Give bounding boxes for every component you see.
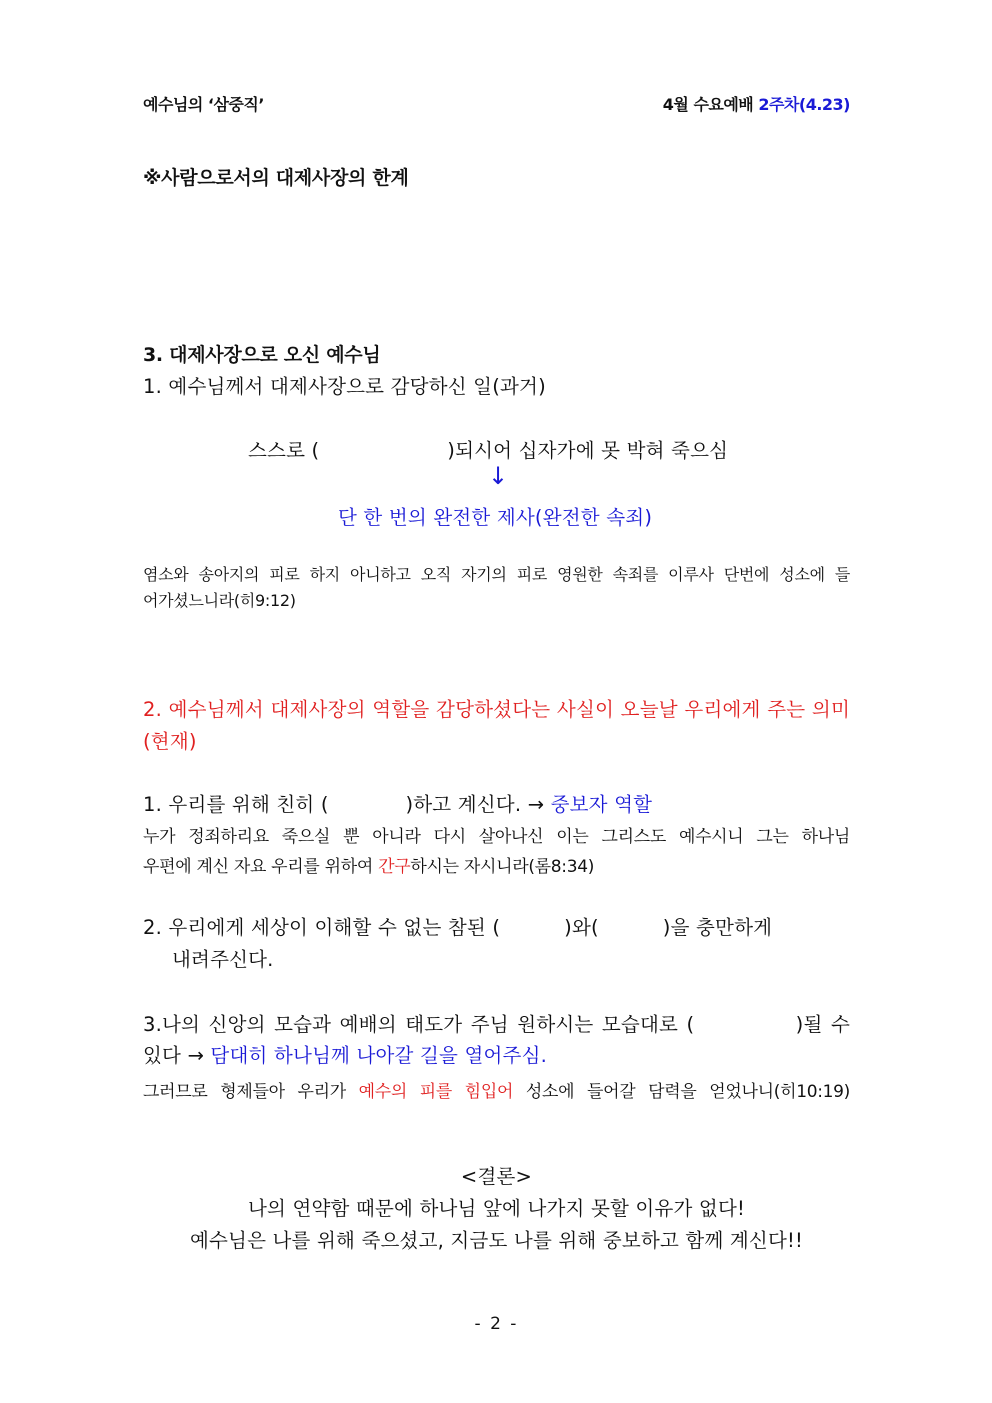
verse-hebrews-9-12-line2: 어가셨느니라(히9:12): [143, 591, 296, 610]
point2-line1: 2. 우리에게 세상이 이해할 수 없는 참된 ( )와( )을 충만하게: [143, 916, 773, 939]
point1-line: [143, 789, 652, 817]
verse-romans-part-a: 우편에 계신 자요 우리를 위하여: [143, 857, 379, 877]
point3-line2-prefix: 있다 →: [143, 1044, 211, 1067]
verse-romans-red-word: 간구: [378, 857, 411, 877]
conclusion-title: <결론>: [460, 1165, 533, 1188]
conclusion-line2: 예수님은 나를 위해 죽으셨고, 지금도 나를 위해 중보하고 함께 계신다!!: [189, 1229, 804, 1252]
conclusion-line1: 나의 연약함 때문에 하나님 앞에 나가지 못할 이유가 없다!: [247, 1197, 746, 1220]
section3-title: 3. 대제사장으로 오신 예수님: [143, 344, 381, 366]
header-date-prefix: 4월 수요예배: [662, 95, 759, 114]
verse-hebrews-10-part-b: 성소에 들어갈 담력을 얻었나니(히10:19): [513, 1082, 851, 1102]
point1-text: 1. 우리를 위해 친히 ( )하고 계신다. →: [143, 793, 551, 816]
fill-in-line: 스스로 ( )되시어 십자가에 못 박혀 죽으심: [248, 439, 729, 462]
complete-sacrifice-line: 단 한 번의 완전한 제사(완전한 속죄): [338, 506, 653, 529]
verse-hebrews-10-red: 예수의 피를 힘입어: [358, 1082, 514, 1102]
header-date: [663, 92, 850, 115]
page-number: - 2 -: [474, 1314, 519, 1334]
meaning-heading-line1: 2. 예수님께서 대제사장의 역할을 감당하셨다는 사실이 오늘날 우리에게 주는 의미: [143, 698, 850, 721]
verse-hebrews-9-12-line1: 염소와 송아지의 피로 하지 아니하고 오직 자기의 피로 영원한 속죄를 이루사 단번에 성소에 들: [143, 565, 850, 584]
verse-hebrews-10-19: [143, 1077, 850, 1102]
point3-line1: 3.나의 신앙의 모습과 예배의 태도가 주님 원하시는 모습대로 ( )될 수: [143, 1013, 850, 1036]
header-title: 예수님의 ‘삼중직’: [143, 95, 264, 114]
point1-highlight: 중보자 역할: [550, 793, 653, 816]
point3-line2: [143, 1040, 547, 1068]
point2-line2: 내려주신다.: [172, 948, 274, 971]
section3-subheading: 1. 예수님께서 대제사장으로 감당하신 일(과거): [143, 375, 546, 398]
header-date-highlight: 2주차(4.23): [758, 95, 850, 114]
meaning-heading-line2: (현재): [143, 730, 197, 753]
point3-line2-highlight: 담대히 하나님께 나아갈 길을 열어주심.: [210, 1044, 548, 1067]
verse-romans-8-34-line2: [143, 852, 594, 877]
note-title: ※사람으로서의 대제사장의 한계: [143, 167, 409, 189]
verse-romans-part-b: 하시는 자시니라(롬8:34): [410, 857, 595, 877]
verse-romans-8-34-line1: 누가 정죄하리요 죽으실 뿐 아니라 다시 살아나신 이는 그리스도 예수시니 그는 하나님: [143, 827, 850, 847]
verse-hebrews-10-part-a: 그러므로 형제들아 우리가: [143, 1082, 359, 1102]
down-arrow-icon: ↓: [488, 462, 509, 490]
